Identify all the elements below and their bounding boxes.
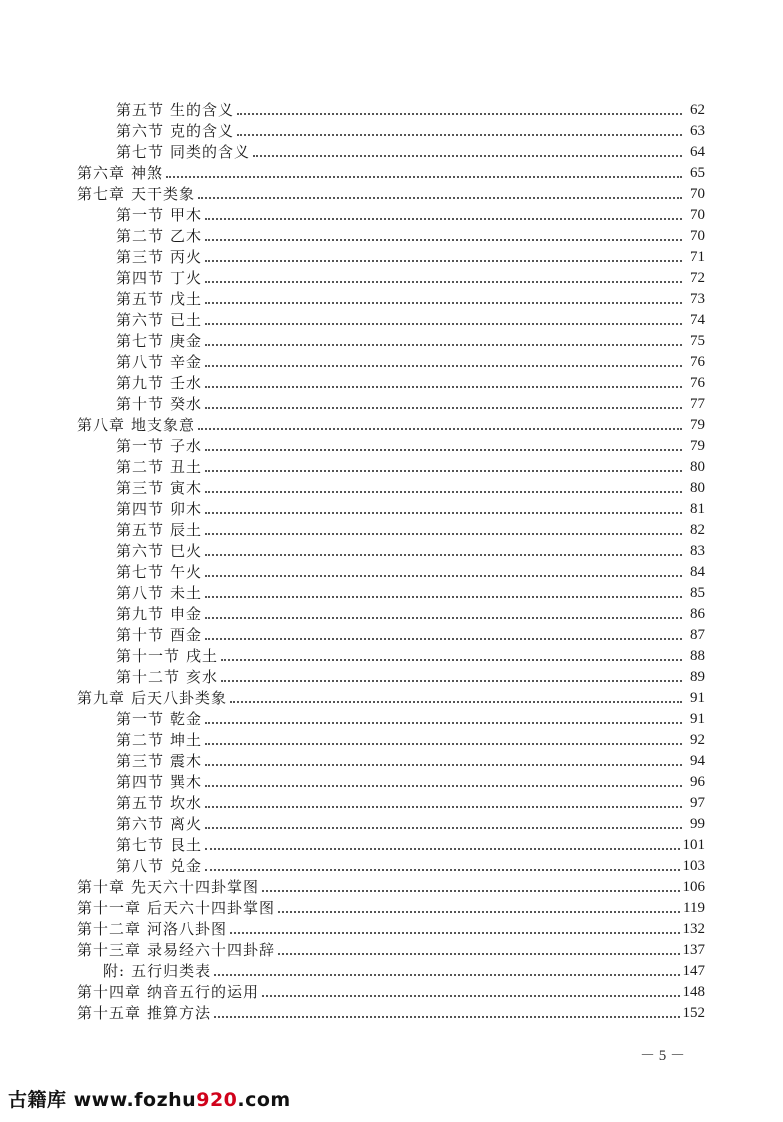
toc-entry-page: 74	[690, 312, 705, 328]
toc-section-row	[77, 583, 705, 604]
toc-entry-page: 83	[690, 543, 705, 559]
toc-appendix-row	[77, 961, 705, 982]
dot-leader	[205, 743, 682, 745]
toc-section-row	[77, 772, 705, 793]
toc-entry-number: 第九节	[116, 374, 165, 392]
dot-leader	[205, 302, 682, 304]
watermark-number: 920	[196, 1089, 238, 1111]
dot-leader	[198, 428, 682, 430]
toc-entry-title: 震木	[170, 752, 203, 770]
dot-leader	[205, 344, 682, 346]
dot-leader	[205, 239, 682, 241]
toc-section-row	[77, 751, 705, 772]
toc-entry-title: 生的含义	[170, 101, 235, 119]
toc-section-row	[77, 289, 705, 310]
toc-entry-page: 72	[690, 270, 705, 286]
dot-leader	[205, 407, 682, 409]
toc-entry-number: 第五节	[116, 794, 165, 812]
toc-entry-page: 87	[690, 627, 705, 643]
toc-section-row	[77, 709, 705, 730]
toc-entry-number: 第十二章	[77, 920, 142, 938]
toc-entry-title: 河洛八卦图	[147, 920, 228, 938]
toc-section-row	[77, 331, 705, 352]
toc-entry-title: 申金	[170, 605, 203, 623]
toc-entry-number: 第五节	[116, 101, 165, 119]
dot-leader	[262, 890, 679, 892]
toc-entry-number: 第六章	[77, 164, 126, 182]
toc-entry-number: 第九节	[116, 605, 165, 623]
dot-leader	[205, 386, 682, 388]
toc-section-row	[77, 541, 705, 562]
toc-entry-page: 70	[690, 228, 705, 244]
toc-entry-title: 后天六十四卦掌图	[147, 899, 276, 917]
toc-chapter-row	[77, 184, 705, 205]
toc-section-row	[77, 793, 705, 814]
toc-entry-number: 第七节	[116, 836, 165, 854]
toc-section-row	[77, 835, 705, 856]
toc-entry-title: 地支象意	[131, 416, 196, 434]
toc-entry-page: 96	[690, 774, 705, 790]
toc-entry-number: 第十五章	[77, 1004, 142, 1022]
toc-entry-title: 卯木	[170, 500, 203, 518]
dot-leader	[221, 659, 682, 661]
dot-leader	[214, 974, 679, 976]
dot-leader	[205, 722, 682, 724]
dot-leader	[253, 155, 682, 157]
toc-entry-number: 第七章	[77, 185, 126, 203]
toc-entry-title: 五行归类表	[131, 962, 212, 980]
toc-chapter-row	[77, 877, 705, 898]
toc-entry-number: 第四节	[116, 500, 165, 518]
toc-entry-title: 艮土	[170, 836, 203, 854]
toc-entry-page: 82	[690, 522, 705, 538]
toc-entry-page: 76	[690, 354, 705, 370]
toc-entry-title: 巽木	[170, 773, 203, 791]
toc-entry-title: 克的含义	[170, 122, 235, 140]
dot-leader	[205, 470, 682, 472]
dot-leader	[205, 554, 682, 556]
dot-leader	[237, 113, 682, 115]
toc-entry-page: 75	[690, 333, 705, 349]
dot-leader	[205, 764, 682, 766]
toc-entry-page: 85	[690, 585, 705, 601]
toc-entry-number: 第三节	[116, 248, 165, 266]
toc-section-row	[77, 667, 705, 688]
toc-entry-title: 坎水	[170, 794, 203, 812]
toc-entry-number: 第四节	[116, 773, 165, 791]
toc-chapter-row	[77, 982, 705, 1003]
toc-entry-title: 戊土	[170, 290, 203, 308]
toc-section-row	[77, 814, 705, 835]
toc-entry-number: 第二节	[116, 458, 165, 476]
toc-section-row	[77, 247, 705, 268]
dot-leader	[278, 953, 679, 955]
toc-entry-page: 79	[690, 417, 705, 433]
toc-section-row	[77, 436, 705, 457]
toc-entry-title: 寅木	[170, 479, 203, 497]
dot-leader	[205, 785, 682, 787]
toc-entry-page: 79	[690, 438, 705, 454]
toc-entry-title: 乾金	[170, 710, 203, 728]
dot-leader	[237, 134, 682, 136]
dot-leader	[205, 323, 682, 325]
toc-entry-title: 同类的含义	[170, 143, 251, 161]
dot-leader	[205, 449, 682, 451]
toc-section-row	[77, 856, 705, 877]
toc-entry-page: 148	[682, 984, 705, 1000]
toc-section-row	[77, 394, 705, 415]
toc-entry-title: 子水	[170, 437, 203, 455]
toc-entry-page: 86	[690, 606, 705, 622]
toc-entry-title: 辛金	[170, 353, 203, 371]
toc-entry-number: 第六节	[116, 542, 165, 560]
toc-entry-page: 73	[690, 291, 705, 307]
toc-entry-number: 第六节	[116, 122, 165, 140]
toc-entry-title: 坤土	[170, 731, 203, 749]
toc-entry-page: 152	[682, 1005, 705, 1021]
dot-leader	[205, 365, 682, 367]
toc-entry-number: 第九章	[77, 689, 126, 707]
toc-chapter-row	[77, 919, 705, 940]
toc-section-row	[77, 352, 705, 373]
toc-entry-title: 辰土	[170, 521, 203, 539]
toc-entry-number: 第六节	[116, 311, 165, 329]
toc-entry-page: 76	[690, 375, 705, 391]
toc-section-row	[77, 373, 705, 394]
toc-entry-title: 乙木	[170, 227, 203, 245]
toc-section-row	[77, 730, 705, 751]
toc-entry-title: 先天六十四卦掌图	[131, 878, 260, 896]
toc-entry-page: 132	[682, 921, 705, 937]
toc-entry-title: 天干类象	[131, 185, 196, 203]
toc-entry-title: 丙火	[170, 248, 203, 266]
dot-leader	[205, 281, 682, 283]
dot-leader	[205, 848, 679, 850]
watermark-prefix: 古籍库 www.fozhu	[8, 1089, 197, 1111]
toc-entry-page: 119	[683, 900, 705, 916]
dot-leader	[205, 638, 682, 640]
dot-leader	[221, 680, 682, 682]
dot-leader	[214, 1016, 679, 1018]
dot-leader	[230, 932, 679, 934]
dot-leader	[230, 701, 682, 703]
toc-entry-title: 酉金	[170, 626, 203, 644]
toc-entry-number: 第六节	[116, 815, 165, 833]
toc-entry-page: 71	[690, 249, 705, 265]
toc-section-row	[77, 625, 705, 646]
toc-section-row	[77, 121, 705, 142]
toc-entry-page: 91	[690, 711, 705, 727]
toc-entry-page: 137	[682, 942, 705, 958]
toc-entry-title: 已土	[170, 311, 203, 329]
toc-entry-page: 80	[690, 459, 705, 475]
toc-section-row	[77, 142, 705, 163]
watermark-suffix: .com	[237, 1089, 291, 1111]
toc-entry-page: 101	[682, 837, 705, 853]
toc-section-row	[77, 226, 705, 247]
toc-entry-page: 147	[682, 963, 705, 979]
toc-entry-title: 丑土	[170, 458, 203, 476]
toc-entry-title: 未土	[170, 584, 203, 602]
toc-entry-number: 第十节	[116, 395, 165, 413]
toc-entry-page: 77	[690, 396, 705, 412]
dot-leader	[205, 869, 679, 871]
toc-section-row	[77, 268, 705, 289]
toc-entry-page: 80	[690, 480, 705, 496]
toc-entry-number: 第三节	[116, 479, 165, 497]
toc-entry-title: 巳火	[170, 542, 203, 560]
toc-entry-number: 第十一节	[116, 647, 181, 665]
toc-section-row	[77, 478, 705, 499]
toc-section-row	[77, 100, 705, 121]
toc-chapter-row	[77, 688, 705, 709]
dot-leader	[262, 995, 679, 997]
toc-entry-number: 第八章	[77, 416, 126, 434]
toc-entry-page: 97	[690, 795, 705, 811]
dot-leader	[205, 260, 682, 262]
dot-leader	[278, 911, 680, 913]
toc-entry-title: 亥水	[186, 668, 219, 686]
toc-entry-title: 丁火	[170, 269, 203, 287]
toc-entry-page: 84	[690, 564, 705, 580]
toc-chapter-row	[77, 1003, 705, 1024]
dot-leader	[205, 617, 682, 619]
toc-entry-page: 94	[690, 753, 705, 769]
toc-entry-title: 午火	[170, 563, 203, 581]
toc-entry-page: 64	[690, 144, 705, 160]
toc-section-row	[77, 646, 705, 667]
toc-entry-number: 第八节	[116, 353, 165, 371]
toc-entry-number: 第五节	[116, 290, 165, 308]
toc-entry-number: 第二节	[116, 731, 165, 749]
toc-entry-number: 第二节	[116, 227, 165, 245]
toc-entry-page: 89	[690, 669, 705, 685]
toc-chapter-row	[77, 163, 705, 184]
toc-entry-number: 第十二节	[116, 668, 181, 686]
dot-leader	[198, 197, 682, 199]
toc-entry-page: 88	[690, 648, 705, 664]
toc-entry-page: 70	[690, 186, 705, 202]
toc-section-row	[77, 310, 705, 331]
toc-entry-title: 离火	[170, 815, 203, 833]
toc-entry-page: 81	[690, 501, 705, 517]
dot-leader	[205, 575, 682, 577]
toc-entry-number: 第七节	[116, 143, 165, 161]
toc-entry-page: 65	[690, 165, 705, 181]
toc-entry-page: 103	[682, 858, 705, 874]
toc-chapter-row	[77, 940, 705, 961]
toc-section-row	[77, 520, 705, 541]
toc-entry-number: 第一节	[116, 437, 165, 455]
toc-entry-title: 纳音五行的运用	[147, 983, 260, 1001]
toc-section-row	[77, 205, 705, 226]
dot-leader	[205, 827, 682, 829]
site-watermark	[8, 1085, 291, 1112]
toc-entry-number: 第三节	[116, 752, 165, 770]
dot-leader	[166, 176, 682, 178]
toc-entry-page: 92	[690, 732, 705, 748]
toc-entry-number: 第十三章	[77, 941, 142, 959]
toc-entry-title: 后天八卦类象	[131, 689, 228, 707]
toc-entry-title: 癸水	[170, 395, 203, 413]
toc-chapter-row	[77, 898, 705, 919]
dot-leader	[205, 491, 682, 493]
dot-leader	[205, 512, 682, 514]
dot-leader	[205, 596, 682, 598]
toc-section-row	[77, 499, 705, 520]
toc-entry-number: 第十节	[116, 626, 165, 644]
toc-entry-page: 99	[690, 816, 705, 832]
toc-entry-title: 兑金	[170, 857, 203, 875]
toc-entry-number: 第一节	[116, 710, 165, 728]
dot-leader	[205, 533, 682, 535]
toc-entry-number: 第一节	[116, 206, 165, 224]
toc-entry-number: 第七节	[116, 332, 165, 350]
toc-entry-number: 第五节	[116, 521, 165, 539]
toc-entry-title: 神煞	[131, 164, 164, 182]
toc-entry-title: 推算方法	[147, 1004, 212, 1022]
toc-entry-title: 戌土	[186, 647, 219, 665]
toc-entry-title: 录易经六十四卦辞	[147, 941, 276, 959]
toc-entry-number: 第八节	[116, 584, 165, 602]
toc-section-row	[77, 457, 705, 478]
toc-entry-number: 附:	[103, 962, 126, 980]
table-of-contents	[77, 100, 705, 1024]
toc-entry-page: 91	[690, 690, 705, 706]
toc-section-row	[77, 604, 705, 625]
toc-entry-number: 第七节	[116, 563, 165, 581]
dot-leader	[205, 806, 682, 808]
toc-chapter-row	[77, 415, 705, 436]
toc-entry-number: 第十一章	[77, 899, 142, 917]
toc-entry-number: 第四节	[116, 269, 165, 287]
toc-section-row	[77, 562, 705, 583]
toc-entry-page: 70	[690, 207, 705, 223]
toc-entry-number: 第八节	[116, 857, 165, 875]
toc-entry-page: 62	[690, 102, 705, 118]
toc-entry-title: 庚金	[170, 332, 203, 350]
toc-entry-number: 第十四章	[77, 983, 142, 1001]
page-number: － 5 －	[640, 1048, 686, 1064]
toc-entry-title: 甲木	[170, 206, 203, 224]
dot-leader	[205, 218, 682, 220]
toc-entry-number: 第十章	[77, 878, 126, 896]
toc-entry-page: 63	[690, 123, 705, 139]
toc-entry-page: 106	[682, 879, 705, 895]
toc-entry-title: 壬水	[170, 374, 203, 392]
